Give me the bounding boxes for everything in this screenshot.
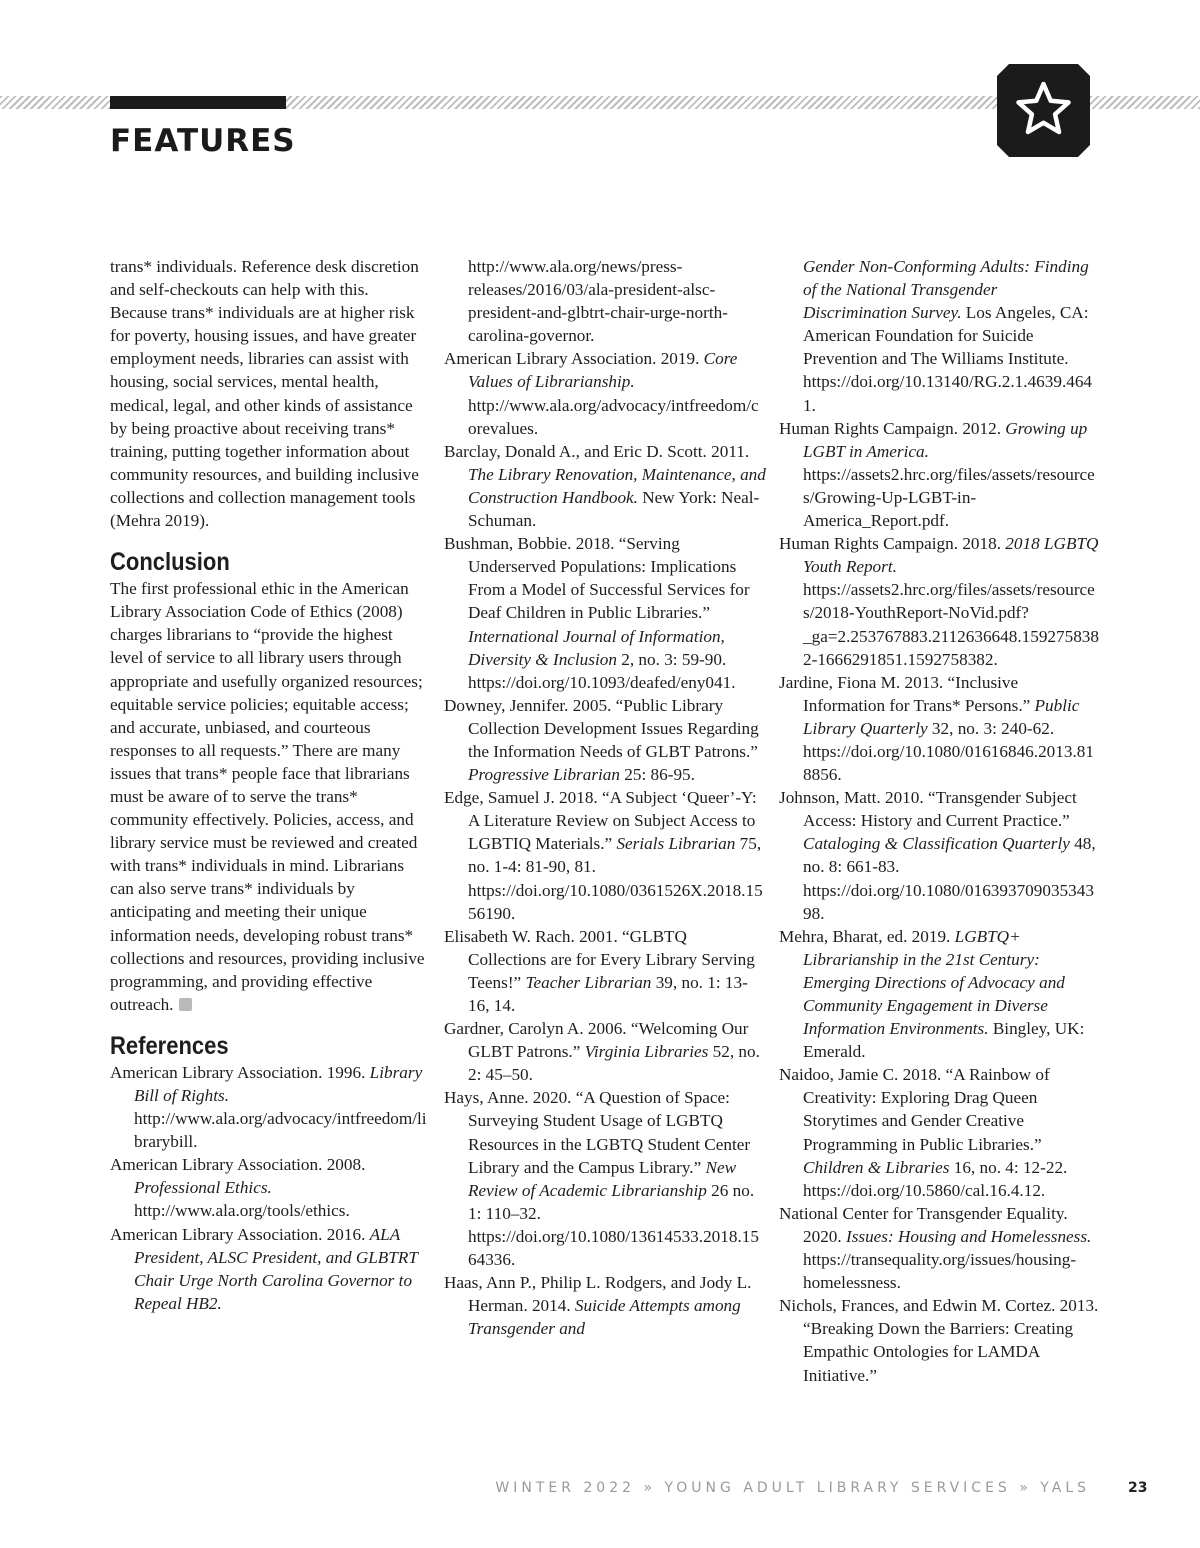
reference-item: National Center for Transgender Equality. 2020. Issues: Housing and Homelessness. https://transequality.org/issues/housing-homelessness.: [779, 1203, 1092, 1293]
references-heading: References: [110, 1031, 229, 1060]
reference-item: Jardine, Fiona M. 2013. “Inclusive Information for Trans* Persons.” Public Library Quarterly 32, no. 3: 240-62. https://doi.org/10.1080/01616846.2013.818856.: [779, 672, 1094, 785]
reference-item: Hays, Anne. 2020. “A Question of Space: Surveying Student Usage of LGBTQ Resources in the LGBTQ Student Center Library and the Campus Library.” New Review of Academic Librarianship 26 no. 1: 110–32. https://doi.org/10.1080/13614533.2018.1564336.: [444, 1088, 759, 1270]
reference-continuation: http://www.ala.org/news/press-releases/2016/03/ala-president-alsc-president-and-glbtrt-chair-urge-north-carolina-governor.: [468, 257, 728, 346]
reference-item: Johnson, Matt. 2010. “Transgender Subject Access: History and Current Practice.” Cataloging & Classification Quarterly 48, no. 8: 661-83. https://doi.org/10.1080/01639370903534398.: [779, 788, 1096, 923]
star-icon: [997, 64, 1090, 157]
section-label: FEATURES: [110, 123, 296, 159]
page-number: 23: [1128, 1480, 1148, 1496]
reference-item: Mehra, Bharat, ed. 2019. LGBTQ+ Librarianship in the 21st Century: Emerging Directions of Advocacy and Community Engagement in Diverse Information Environments. Bingley, UK: Emerald.: [779, 926, 1085, 1062]
reference-item: American Library Association. 2016. ALA President, ALSC President, and GLBTRT Chair Urge North Carolina Governor to Repeal HB2.: [110, 1224, 418, 1313]
reference-item: Haas, Ann P., Philip L. Rodgers, and Jody L. Herman. 2014. Suicide Attempts among Transgender and: [444, 1273, 752, 1339]
reference-item: Downey, Jennifer. 2005. “Public Library Collection Development Issues Regarding the Information Needs of GLBT Patrons.” Progressive Librarian 25: 86-95.: [444, 695, 759, 785]
header-hatch-rule-right: [1090, 96, 1200, 109]
reference-item: Naidoo, Jamie C. 2018. “A Rainbow of Creativity: Exploring Drag Queen Storytimes and Gender Creative Programming in Public Libraries.” Children & Libraries 16, no. 4: 12-22. https://doi.org/10.5860/cal.16.4.12.: [779, 1065, 1068, 1200]
intro-paragraph: trans* individuals. Reference desk discretion and self-checkouts can help with this. Because trans* individuals are at higher risk for poverty, housing issues, and have greater employment needs, libraries can assist with housing, social services, mental health, medical, legal, and other kinds of assistance by being proactive about receiving trans* training, putting together information about community resources, and building inclusive collections and collection management tools (Mehra 2019).: [110, 257, 419, 531]
reference-item: Barclay, Donald A., and Eric D. Scott. 2011. The Library Renovation, Maintenance, and Construction Handbook. New York: Neal-Schuman.: [444, 441, 766, 531]
column-3: [779, 255, 1099, 1387]
reference-continuation: Gender Non-Conforming Adults: Finding of the National Transgender Discrimination Survey. Los Angeles, CA: American Foundation for Suicide Prevention and The Williams Institute. https://doi.org/10.13140/RG.2.1.4639.4641.: [803, 257, 1093, 415]
reference-item: Edge, Samuel J. 2018. “A Subject ‘Queer’-Y: A Literature Review on Subject Access to LGBTIQ Materials.” Serials Librarian 75, no. 1-4: 81-90, 81. https://doi.org/10.1080/0361526X.2018.1556190.: [444, 788, 763, 923]
reference-item: Elisabeth W. Rach. 2001. “GLBTQ Collections are for Every Library Serving Teens!” Teacher Librarian 39, no. 1: 13-16, 14.: [444, 926, 755, 1015]
conclusion-paragraph: [110, 577, 428, 1016]
end-of-article-mark: [179, 998, 192, 1011]
conclusion-text: The first professional ethic in the American Library Association Code of Ethics (2008) charges librarians to “provide the highest level of service to all library users through appropriate and usefully organized resources; equitable service policies; equitable access; and accurate, unbiased, and courteous responses to all requests.” There are many issues that trans* people face that librarians must be aware of to serve the trans* community effectively. Policies, access, and library service must be reviewed and created with trans* individuals in mind. Librarians can also serve trans* individuals by anticipating and meeting their unique information needs, developing robust trans* collections and resources, providing inclusive programming, and providing effective outreach.: [110, 579, 425, 1014]
reference-item: Bushman, Bobbie. 2018. “Serving Underserved Populations: Implications From a Model of Successful Services for Deaf Children in Public Libraries.” International Journal of Information, Diversity & Inclusion 2, no. 3: 59-90. https://doi.org/10.1093/deafed/eny041.: [444, 534, 750, 692]
reference-item: American Library Association. 2008. Professional Ethics. http://www.ala.org/tools/ethics.: [110, 1155, 366, 1221]
running-footer: WINTER 2022 » YOUNG ADULT LIBRARY SERVICES » YALS: [495, 1480, 1090, 1496]
reference-item: Nichols, Frances, and Edwin M. Cortez. 2013. “Breaking Down the Barriers: Creating Empathic Ontologies for LAMDA Initiative.”: [779, 1296, 1099, 1385]
reference-item: Gardner, Carolyn A. 2006. “Welcoming Our GLBT Patrons.” Virginia Libraries 52, no. 2: 45–50.: [444, 1019, 760, 1085]
column-2: [444, 255, 766, 1340]
reference-item: Human Rights Campaign. 2012. Growing up LGBT in America. https://assets2.hrc.org/files/assets/resources/Growing-Up-LGBT-in-America_Report.pdf.: [779, 418, 1095, 531]
reference-item: American Library Association. 2019. Core Values of Librarianship. http://www.ala.org/advocacy/intfreedom/corevalues.: [444, 349, 759, 438]
section-accent-bar: [110, 96, 286, 109]
conclusion-heading: Conclusion: [110, 548, 230, 577]
column-1: [110, 255, 428, 1315]
reference-item: Human Rights Campaign. 2018. 2018 LGBTQ Youth Report. https://assets2.hrc.org/files/assets/resources/2018-YouthReport-NoVid.pdf?_ga=2.253767883.2112636648.1592758382-1666291851.1592758382.: [779, 534, 1099, 669]
reference-item: American Library Association. 1996. Library Bill of Rights. http://www.ala.org/advocacy/intfreedom/librarybill.: [110, 1062, 427, 1152]
